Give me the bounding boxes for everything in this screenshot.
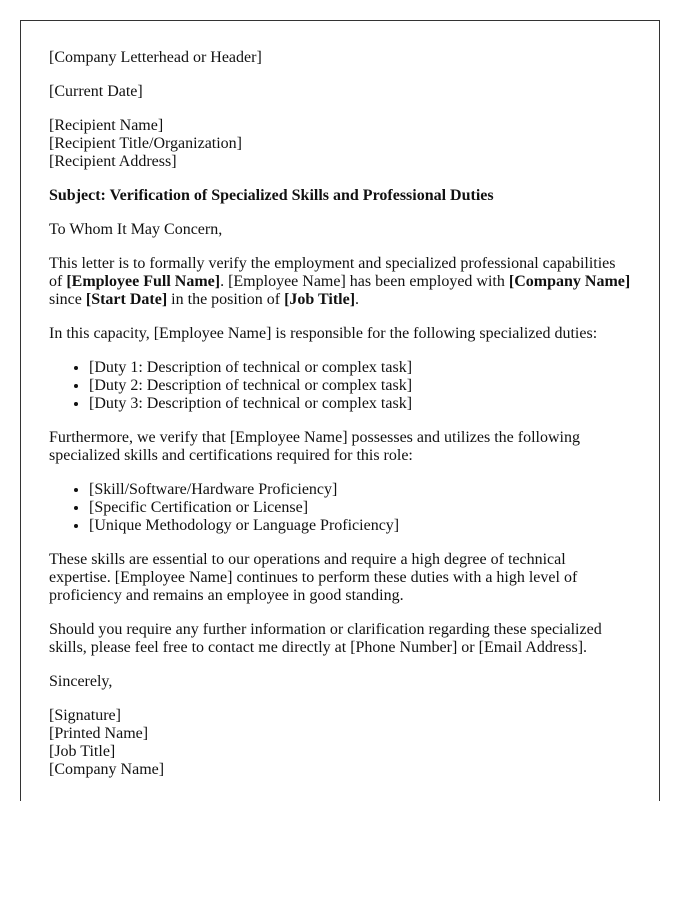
- skills-intro: Furthermore, we verify that [Employee Name] possesses and utilizes the following specialized skills and certifications required for this role:: [49, 429, 580, 464]
- signature-block: [49, 707, 631, 779]
- signer-company-name: [Company Name]: [49, 761, 165, 778]
- intro-text-4: in the position of: [167, 291, 285, 308]
- recipient-address: [Recipient Address]: [49, 153, 177, 170]
- printed-name: [Printed Name]: [49, 725, 149, 742]
- company-letterhead: [Company Letterhead or Header]: [49, 49, 262, 66]
- subject-line: [49, 187, 631, 205]
- skill-item: • [Unique Methodology or Language Proficiency]: [89, 517, 631, 535]
- salutation: To Whom It May Concern,: [49, 221, 223, 238]
- duty-item: • [Duty 1: Description of technical or complex task]: [89, 359, 631, 377]
- duty-item: • [Duty 2: Description of technical or complex task]: [89, 377, 631, 395]
- signature: [Signature]: [49, 707, 121, 724]
- intro-text-5: .: [355, 291, 360, 308]
- signer-job-title: [Job Title]: [49, 743, 116, 760]
- letter-page: [20, 20, 660, 801]
- duties-list: [49, 359, 631, 413]
- start-date: [Start Date]: [85, 291, 168, 308]
- employee-full-name: [Employee Full Name]: [66, 273, 221, 290]
- skill-item: • [Skill/Software/Hardware Proficiency]: [89, 481, 631, 499]
- subject-text: Subject: Verification of Specialized Skills and Professional Duties: [49, 187, 494, 204]
- recipient-block: [49, 117, 631, 171]
- contact-paragraph: Should you require any further information or clarification regarding these specialized skills, please feel free to contact me directly at [Phone Number] or [Email Address].: [49, 621, 602, 656]
- skills-list: [49, 481, 631, 535]
- skill-item: • [Specific Certification or License]: [89, 499, 631, 517]
- current-date: [Current Date]: [49, 83, 143, 100]
- intro-text-2: . [Employee Name] has been employed with: [220, 273, 509, 290]
- essential-paragraph: These skills are essential to our operations and require a high degree of technical expertise. [Employee Name] continues to perform these duties with a high level of proficiency and remains an employee in good standing.: [49, 551, 578, 604]
- recipient-name: [Recipient Name]: [49, 117, 164, 134]
- intro-paragraph: [49, 255, 631, 309]
- intro-text-1: This letter is to formally verify the employment and specialized professional capabilities of: [49, 255, 616, 290]
- closing: Sincerely,: [49, 673, 113, 690]
- duty-item: • [Duty 3: Description of technical or complex task]: [89, 395, 631, 413]
- recipient-title-organization: [Recipient Title/Organization]: [49, 135, 243, 152]
- job-title: [Job Title]: [284, 291, 356, 308]
- company-name: [Company Name]: [508, 273, 631, 290]
- duties-intro: In this capacity, [Employee Name] is responsible for the following specialized duties:: [49, 325, 598, 342]
- intro-text-3: since: [49, 291, 86, 308]
